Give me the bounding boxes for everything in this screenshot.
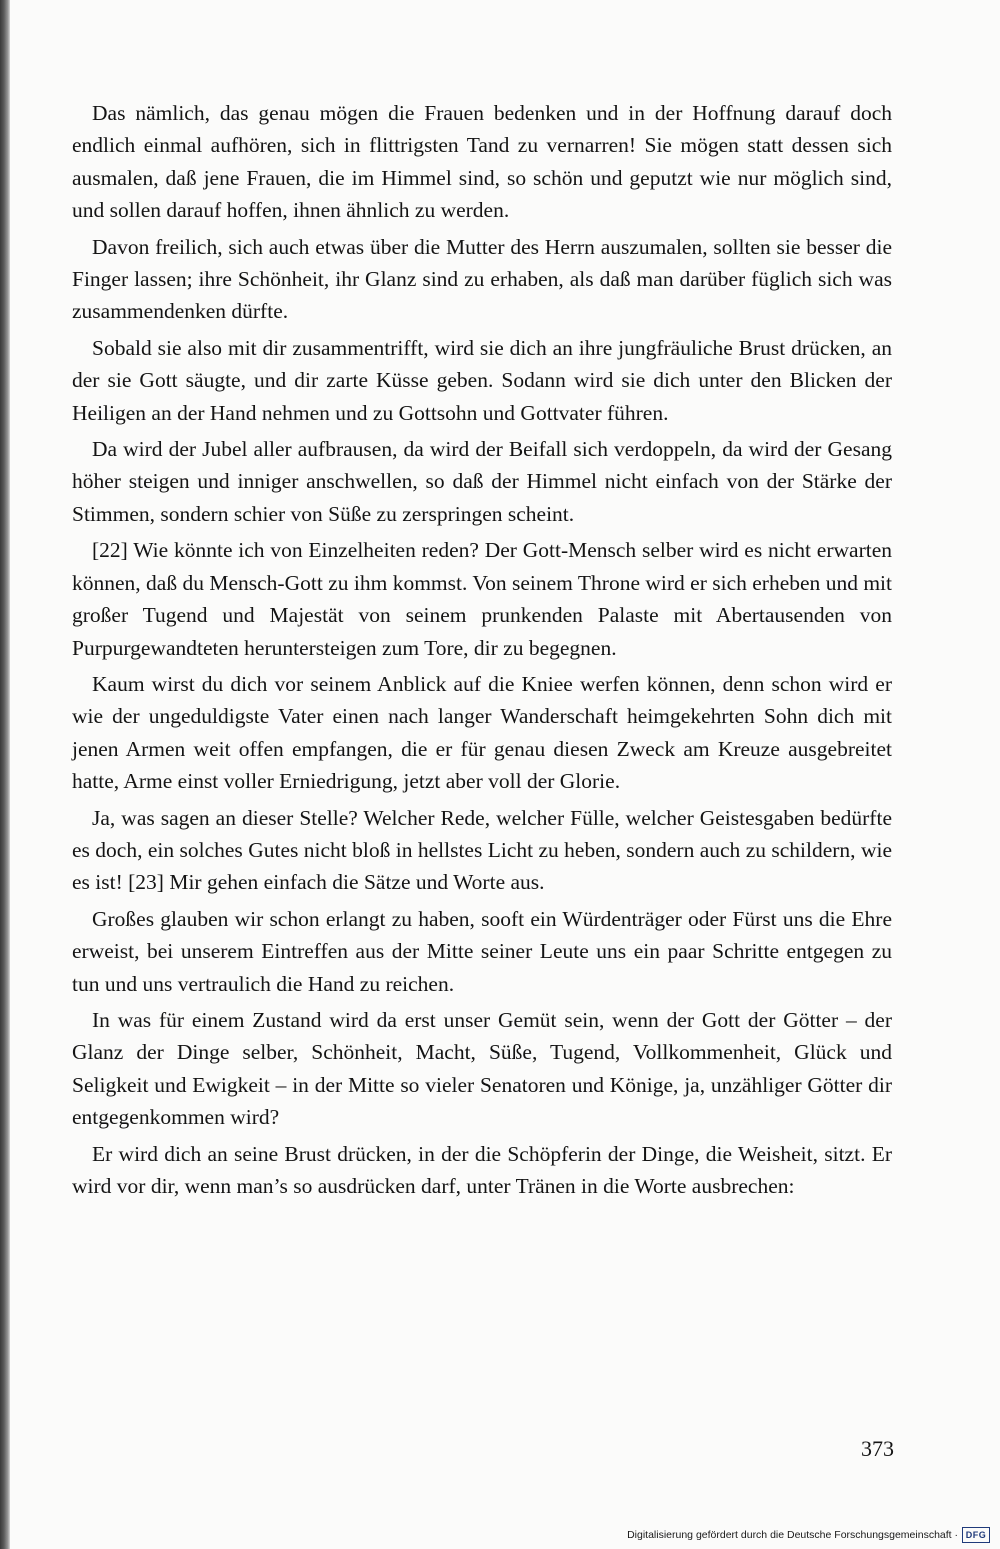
paragraph-6: Kaum wirst du dich vor seinem Anblick auf die Kniee werfen können, denn schon wird er wie der ungeduldigste Vater einen nach langer Wanderschaft heimgekehrten Sohn dich mit jenen Armen weit offen empfangen, die er für genau diesen Zweck am Kreuze ausgebreitet hatte, Arme einst voller Erniedrigung, jetzt aber voll der Glorie.	[72, 671, 892, 794]
paragraph-1: Das nämlich, das genau mögen die Frauen bedenken und in der Hoffnung darauf doch endlich einmal aufhören, sich in flittrigsten Tand zu vernarren! Sie mögen statt dessen sich ausmalen, daß jene Frauen, die im Himmel sind, so schön und geputzt wie nur möglich sind, und sollen darauf hoffen, ihnen ähnlich zu werden.	[72, 101, 892, 223]
paragraph-7: Ja, was sagen an dieser Stelle? Welcher Rede, welcher Fülle, welcher Geistesgaben bedürfte es doch, ein solches Gutes nicht bloß in hellstes Licht zu heben, sondern auch zu schildern, wie es ist! [23] Mir gehen einfach die Sätze und Worte aus.	[72, 805, 892, 895]
paragraph-5: [22] Wie könnte ich von Einzelheiten reden? Der Gott-Mensch selber wird es nicht erwarten können, daß du Mensch-Gott zu ihm kommst. Von seinem Throne wird er sich erheben und mit großer Tugend und Majestät von seinem prunkenden Palaste mit Abertausenden von Purpurgewandteten heruntersteigen zum Tore, dir zu begegnen.	[72, 538, 892, 660]
paragraph-9: In was für einem Zustand wird da erst unser Gemüt sein, wenn der Gott der Götter – der Glanz der Dinge selber, Schönheit, Macht, Süße, Tugend, Vollkommenheit, Glück und Seligkeit und Ewigkeit – in der Mitte so vieler Senatoren und Könige, ja, unzähliger Götter dir entgegenkommen wird?	[72, 1007, 892, 1130]
dfg-logo-icon: DFG	[962, 1527, 990, 1543]
paragraph-3: Sobald sie also mit dir zusammentrifft, wird sie dich an ihre jungfräuliche Brust drücken, an der sie Gott säugte, und dir zarte Küsse geben. Sodann wird sie dich unter den Blicken der Heiligen an der Hand nehmen und zu Gottsohn und Gottvater führen.	[72, 335, 892, 425]
paragraph-8: Großes glauben wir schon erlangt zu haben, sooft ein Würdenträger oder Fürst uns die Ehre erweist, bei unserem Eintreffen aus der Mitte seiner Leute uns ein paar Schritte entgegen zu tun und uns vertraulich die Hand zu reichen.	[72, 906, 892, 996]
footer-credit-text: Digitalisierung gefördert durch die Deutsche Forschungsgemeinschaft ·	[627, 1529, 958, 1541]
paragraph-4: Da wird der Jubel aller aufbrausen, da wird der Beifall sich verdoppeln, da wird der Gesang höher steigen und inniger anschwellen, so daß der Himmel nicht einfach von der Stärke der Stimmen, sondern schier von Süße zu zerspringen scheint.	[72, 437, 892, 526]
digitization-credit-footer	[627, 1526, 990, 1544]
paragraph-2: Davon freilich, sich auch etwas über die Mutter des Herrn auszumalen, sollten sie besser die Finger lassen; ihre Schönheit, ihr Glanz sind zu erhaben, als daß man darüber füglich sich was zusammendenken dürfte.	[72, 234, 892, 324]
book-spine-shadow	[0, 0, 10, 1549]
page-number: 373	[861, 1436, 894, 1461]
page-body-text	[72, 97, 892, 1206]
paragraph-10: Er wird dich an seine Brust drücken, in der die Schöpferin der Dinge, die Weisheit, sitzt. Er wird vor dir, wenn man’s so ausdrücken darf, unter Tränen in die Worte ausbrechen:	[72, 1141, 892, 1198]
